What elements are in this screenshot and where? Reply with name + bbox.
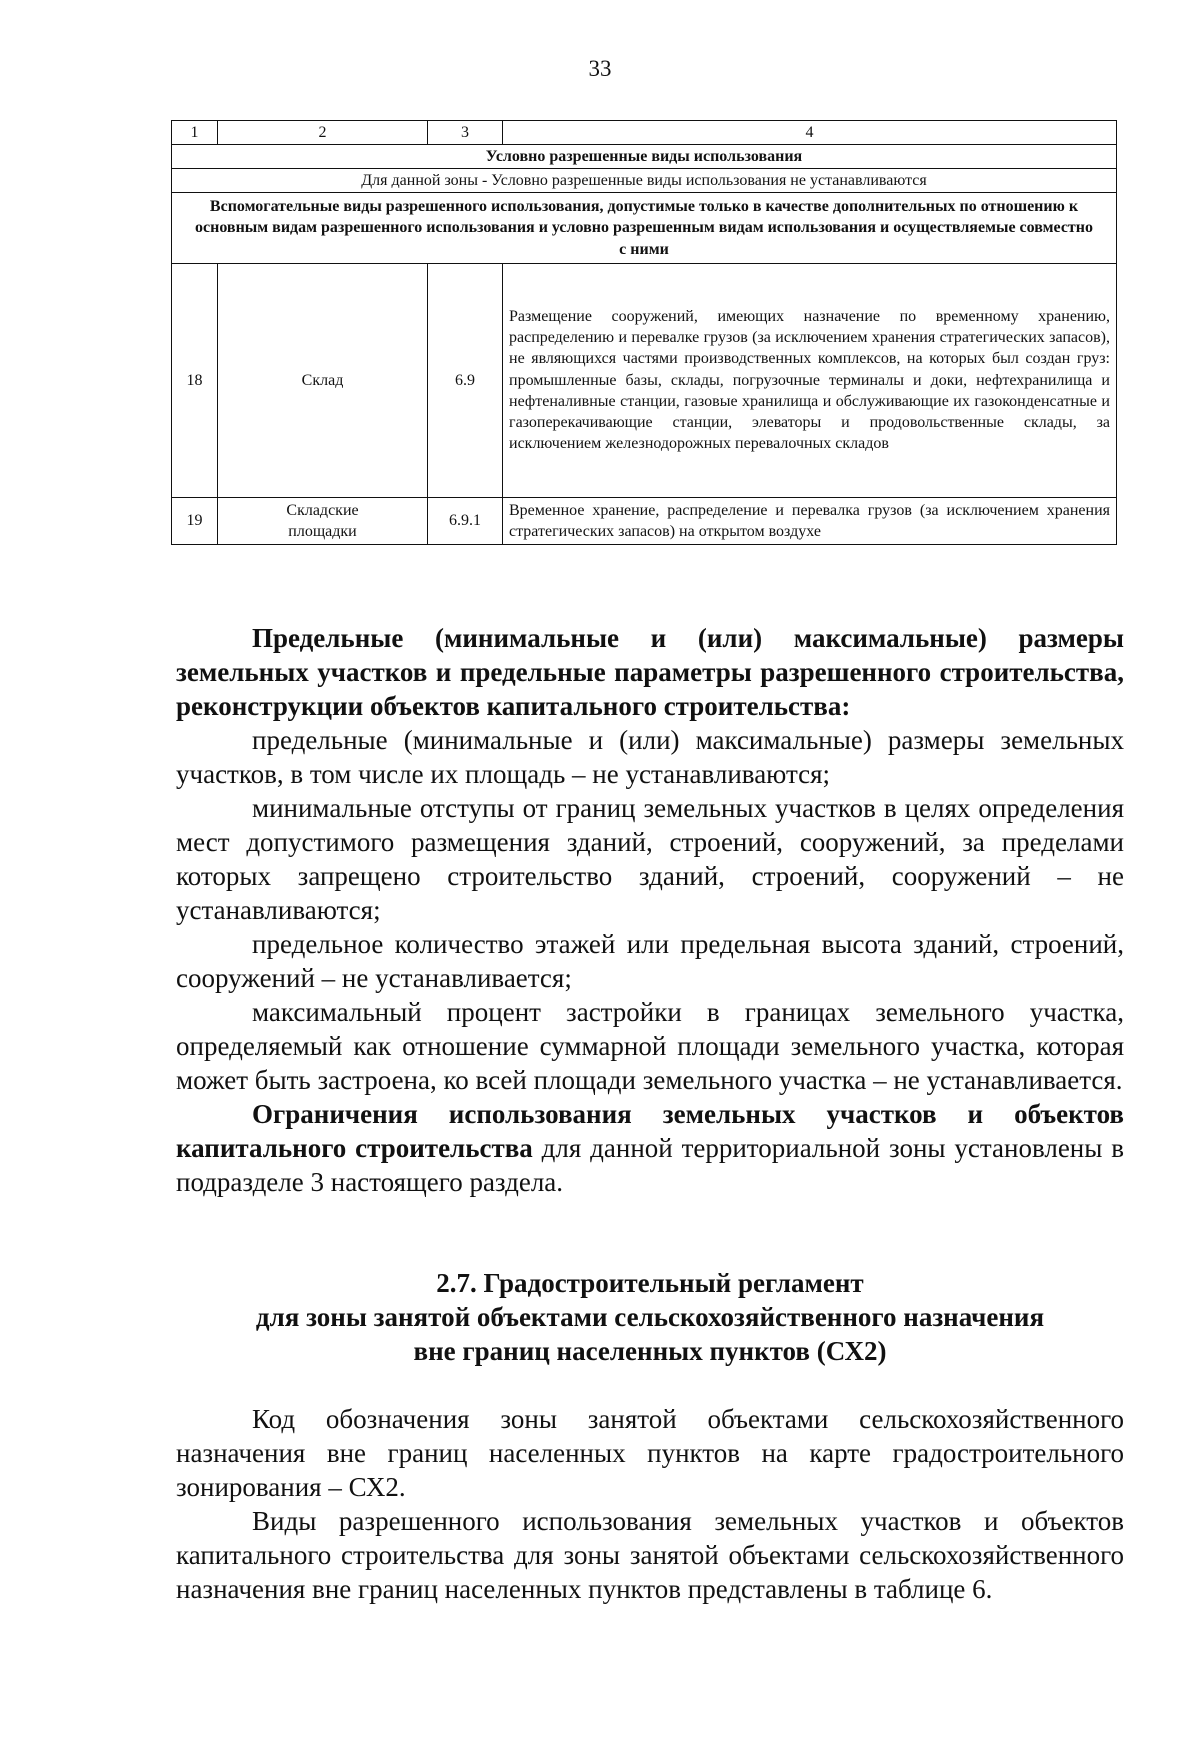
table-row [172,263,1117,497]
limits-item: максимальный процент застройки в границах земельного участка, определяемый как отношение суммарной площади земельного участка, которая может быть застроена, ко всей площади земельного участка – не устанавливается. [176,997,1124,1095]
limits-item: минимальные отступы от границ земельных участков в целях определения мест допустимого размещения зданий, строений, сооружений, за пределами которых запрещено строительство зданий, строений, сооружений – не устанавливаются; [176,793,1124,925]
header-cell: 4 [503,121,1117,145]
table-section-row [172,169,1117,193]
restrictions-rest: для данной территориальной зоны установлены в подразделе 3 настоящего раздела. [176,1133,1124,1197]
row-number: 19 [172,497,218,544]
row-number: 18 [172,263,218,497]
table-row [172,497,1117,544]
section-title-line: вне границ населенных пунктов (СХ2) [413,1336,887,1366]
restrictions-bold: Ограничения использования земельных участков и объектов капитального строительства [176,1099,1124,1163]
table-header-row [172,121,1117,145]
limits-title: Предельные (минимальные и (или) максимальные) размеры земельных участков и предельные параметры разрешенного строительства, реконструкции объектов капитального строительства: [176,623,1124,721]
limits-item: предельное количество этажей или предельная высота зданий, строений, сооружений – не устанавливается; [176,929,1124,993]
row-name: Складские площадки [218,497,428,544]
row-code: 6.9 [428,263,503,497]
row-code: 6.9.1 [428,497,503,544]
section-paragraph: Виды разрешенного использования земельных участков и объектов капитального строительства для зоны занятой объектами сельскохозяйственного назначения вне границ населенных пунктов представлены в таблице 6. [176,1506,1124,1604]
row-description: Размещение сооружений, имеющих назначение по временному хранению, распределению и перевалке грузов (за исключением хранения стратегических запасов), не являющихся частями производственных комплексов, на которых был создан груз: промышленные базы, склады, погрузочные терминалы и доки, нефтехранилища и нефтеналивные станции, газовые хранилища и обслуживающие их газоконденсатные и газоперекачивающие станции, элеваторы и продовольственные склады, за исключением железнодорожных перевалочных складов [503,263,1117,497]
header-cell: 3 [428,121,503,145]
row-name: Склад [218,263,428,497]
section-heading [176,1266,1124,1368]
table-section-row [172,145,1117,169]
limits-item: предельные (минимальные и (или) максимальные) размеры земельных участков, в том числе их площадь – не устанавливаются; [176,725,1124,789]
header-cell: 2 [218,121,428,145]
header-cell: 1 [172,121,218,145]
permitted-use-table [171,120,1117,545]
conditional-note: Для данной зоны - Условно разрешенные виды использования не устанавливаются [172,169,1117,193]
conditional-title: Условно разрешенные виды использования [172,145,1117,169]
section-body [176,1402,1124,1606]
limits-section [176,621,1124,1199]
page-number: 33 [588,56,612,81]
restrictions-paragraph [176,1097,1124,1199]
table-section-row [172,193,1117,263]
section-title-line: 2.7. Градостроительный регламент [436,1268,864,1298]
row-description: Временное хранение, распределение и перевалка грузов (за исключением хранения стратегических запасов) на открытом воздухе [503,497,1117,544]
section-paragraph: Код обозначения зоны занятой объектами сельскохозяйственного назначения вне границ населенных пунктов на карте градостроительного зонирования – СХ2. [176,1404,1124,1502]
auxiliary-title: Вспомогательные виды разрешенного использования, допустимые только в качестве дополнительных по отношению к основным видам разрешенного использования и условно разрешенным видам использования и осуществляемые совместно с ними [172,193,1117,263]
section-title-line: для зоны занятой объектами сельскохозяйственного назначения [255,1302,1045,1332]
